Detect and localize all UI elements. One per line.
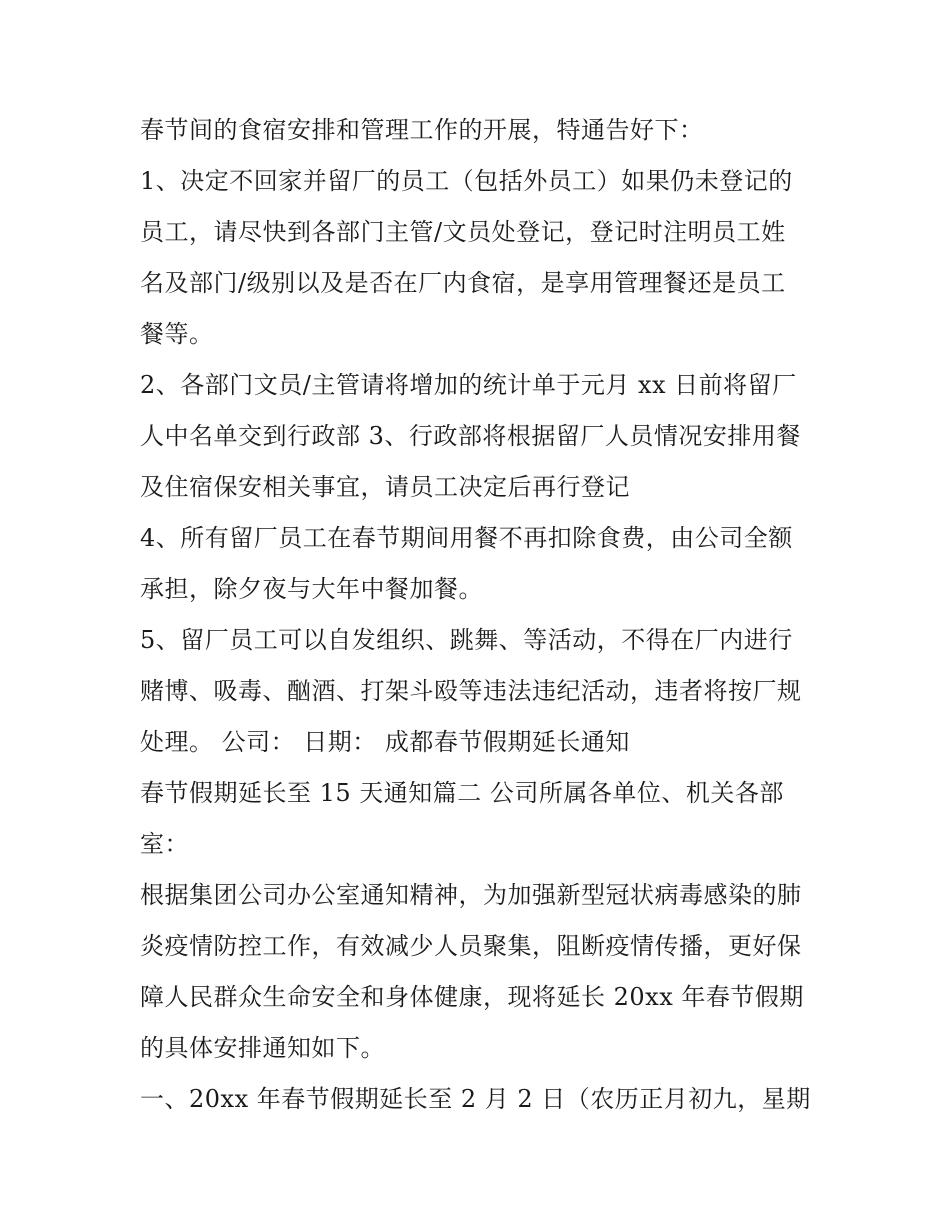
document-body [140,105,820,1125]
text-line: 春节假期延长至 15 天通知篇二 公司所属各单位、机关各部 [140,779,784,807]
text-line: 2、各部门文员/主管请将增加的统计单于元月 xx 日前将留厂 [140,371,797,399]
text-line: 1、决定不回家并留厂的员工（包括外员工）如果仍未登记的 [140,167,793,195]
text-line: 5、留厂员工可以自发组织、跳舞、等活动，不得在厂内进行 [140,626,793,654]
text-line: 名及部门/级别以及是否在厂内食宿，是享用管理餐还是员工 [140,269,786,297]
text-line: 4、所有留厂员工在春节期间用餐不再扣除食费，由公司全额 [140,524,793,552]
text-line: 餐等。 [140,320,214,348]
text-line: 及住宿保安相关事宜，请员工决定后再行登记 [140,473,630,501]
text-line: 一、20xx 年春节假期延长至 2 月 2 日（农历正月初九，星期 [140,1085,811,1113]
text-line: 员工，请尽快到各部门主管/文员处登记，登记时注明员工姓 [140,218,786,246]
text-line: 的具体安排通知如下。 [140,1034,385,1062]
text-line: 人中名单交到行政部 3、行政部将根据留厂人员情况安排用餐 [140,422,801,450]
text-line: 赌博、吸毒、酗酒、打架斗殴等违法违纪活动，违者将按厂规 [140,677,802,705]
text-line: 炎疫情防控工作，有效减少人员聚集，阻断疫情传播，更好保 [140,932,802,960]
text-line: 承担，除夕夜与大年中餐加餐。 [140,575,483,603]
text-line: 室： [140,830,189,858]
text-line: 障人民群众生命安全和身体健康，现将延长 20xx 年春节假期 [140,983,804,1011]
text-line: 根据集团公司办公室通知精神，为加强新型冠状病毒感染的肺 [140,881,802,909]
text-line: 处理。 公司： 日期： 成都春节假期延长通知 [140,728,630,756]
text-line: 春节间的食宿安排和管理工作的开展，特通告好下： [140,116,704,144]
